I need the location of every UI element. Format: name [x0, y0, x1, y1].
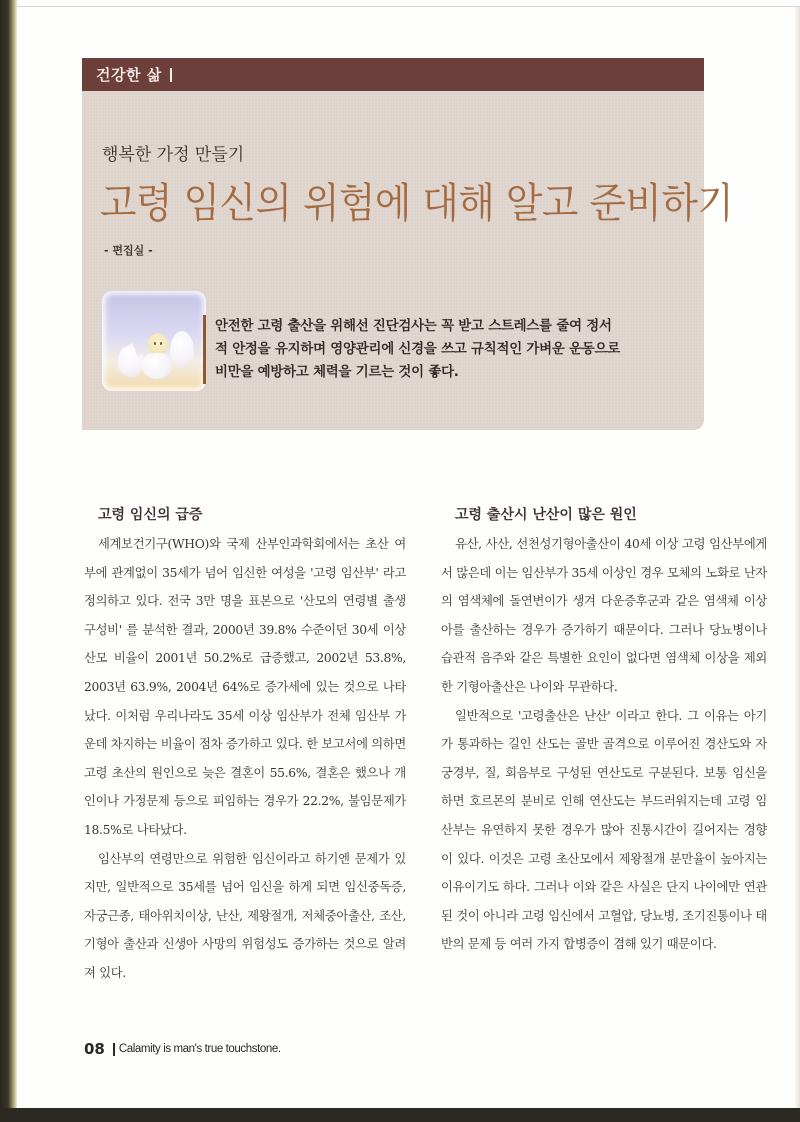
whole-egg-icon: [170, 331, 194, 367]
article-subtitle: 행복한 가정 만들기: [102, 145, 245, 165]
page-number: 08: [84, 1040, 105, 1058]
column-right: [441, 504, 767, 959]
paragraph: 세계보건기구(WHO)와 국제 산부인과학회에서는 초산 여부에 관계없이 35세가 넘어 임신한 여성을 '고령 임산부' 라고 정의하고 있다. 전국 3만 명을 표본으로 '산모의 연령별 출생 구성비' 를 분석한 결과, 2000년 39.8% 수준이던 30세 이상 산모 비율이 2001년 50.2%로 급증했고, 2002년 53.8%, 2003년 63.9%, 2004년 64%로 증가세에 있는 것으로 나타났다. 이처럼 우리나라도 35세 이상 임산부가 전체 임산부 가운데 차지하는 비율이 점차 증가하고 있다. 한 보고서에 의하면 고령 초산의 원인으로 늦은 결혼이 55.6%, 결혼은 했으나 개인이나 가정문제 등으로 피임하는 경우가 22.2%, 불임문제가 18.5%로 나타났다.: [84, 537, 406, 837]
egg-shell-icon: [142, 353, 172, 379]
paragraph: 유산, 사산, 선천성기형아출산이 40세 이상 고령 임산부에게서 많은데 이는 임산부가 35세 이상인 경우 모체의 노화로 난자의 염색체에 돌연변이가 생겨 다운증후군과 같은 염색체 이상아를 출산하는 경우가 증가하기 때문이다. 그러나 당뇨병이나 습관적 음주와 같은 특별한 요인이 없다면 염색체 이상을 제외한 기형아출산은 나이와 무관하다.: [441, 537, 767, 694]
column-heading: 고령 임신의 급증: [98, 507, 203, 523]
scan-bottom-edge: [0, 1108, 800, 1122]
article-title: 고령 임신의 위험에 대해 알고 준비하기: [100, 179, 734, 227]
article-summary: 안전한 고령 출산을 위해선 진단검사는 꼭 받고 스트레스를 줄여 정서적 안정을 유지하며 영양관리에 신경을 쓰고 규칙적인 가벼운 운동으로 비만을 예방하고 체력을 기르는 것이 좋다.: [203, 315, 623, 384]
article-byline: - 편집실 -: [104, 244, 153, 257]
section-label: 건강한 삶: [96, 66, 162, 84]
paragraph: 일반적으로 '고령출산은 난산' 이라고 한다. 그 이유는 아기가 통과하는 길인 산도는 골반 골격으로 이루어진 경산도와 자궁경부, 질, 회음부로 구성된 연산도로 구분된다. 보통 임신을 하면 호르몬의 분비로 인해 연산도는 부드러워지는데 고령 임산부는 유연하지 못한 경우가 많아 진통시간이 길어지는 경향이 있다. 이것은 고령 초산모에서 제왕절개 분만율이 높아지는 이유이기도 하다. 그러나 이와 같은 사실은 단지 나이에만 연관된 것이 아니라 고령 임신에서 고혈압, 당뇨병, 조기진통이나 태반의 문제 등 여러 가지 합병증이 겸해 있기 때문이다.: [441, 708, 767, 952]
footer-motto: Calamity is man's true touchstone.: [118, 1043, 281, 1055]
chick-icon: [148, 333, 168, 355]
page-footer: [84, 1040, 281, 1058]
footer-divider: [113, 1043, 115, 1056]
cracked-egg-icon: [118, 343, 144, 377]
page-edge-shadow: [794, 7, 800, 1108]
section-divider: [170, 68, 172, 82]
hatching-chick-illustration: [102, 291, 206, 391]
section-bar: [82, 58, 704, 91]
column-heading: 고령 출산시 난산이 많은 원인: [455, 507, 637, 523]
column-left: [84, 504, 406, 988]
paragraph: 임산부의 연령만으로 위험한 임신이라고 하기엔 문제가 있지만, 일반적으로 35세를 넘어 임신을 하게 되면 임신중독증, 자궁근종, 태아위치이상, 난산, 제왕절개, 저체중아출산, 조산, 기형아 출산과 신생아 사망의 위험성도 증가하는 것으로 알려져 있다.: [84, 851, 406, 980]
